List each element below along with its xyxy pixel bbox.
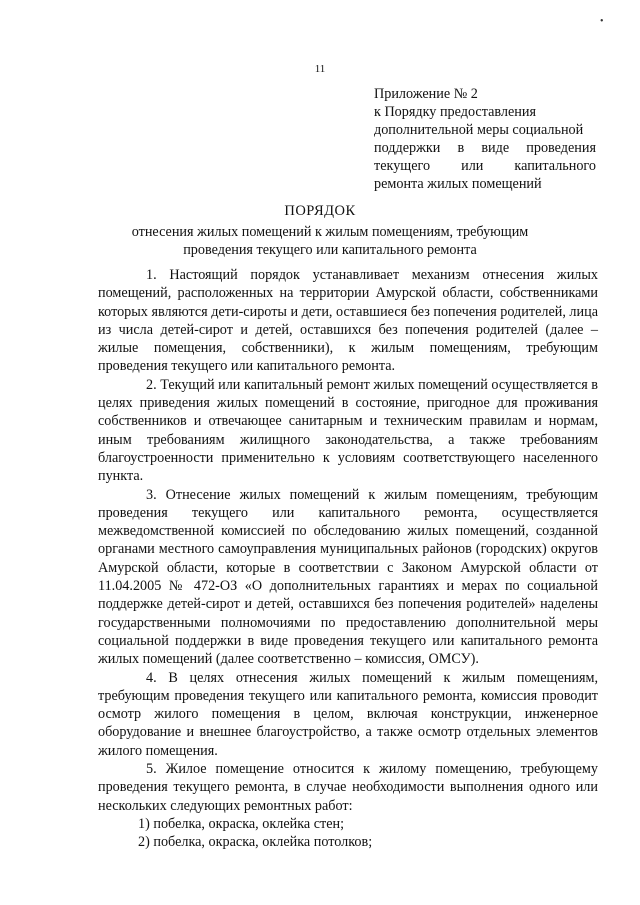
document-body <box>98 266 598 852</box>
document-subtitle <box>120 223 540 259</box>
paragraph: 2. Текущий или капитальный ремонт жилых помещений осуществляется в целях приведения жилых помещений в состояние, пригодное для проживания собственников и отвечающее санитарным и техническим правилам и нормам, иным требованиям жилищного законодательства, а также требованиям благоустроенности применительно к условиям соответствующего населенного пункта. <box>98 376 598 485</box>
paragraph: 3. Отнесение жилых помещений к жилым помещениям, требующим проведения текущего или капитального ремонта, осуществляется межведомственной комиссией по обследованию жилых помещений, созданной органами местного самоуправления муниципальных районов (городских) округов Амурской области, которые в соответствии с Законом Амурской области от 11.04.2005 № 472-ОЗ «О дополнительных гарантиях и мерах по социальной поддержке детей-сирот и детей, оставшихся без попечения родителей» наделены государственными полномочиями по предоставлению дополнительной меры социальной поддержки в виде проведения текущего или капитального ремонта жилых помещений (далее соответственно – комиссия, ОМСУ). <box>98 486 598 668</box>
paragraph: 5. Жилое помещение относится к жилому помещению, требующему проведения текущего ремонта, в случае необходимости выполнения одного или нескольких следующих ремонтных работ: <box>98 761 598 814</box>
appendix-line: текущего или капитального <box>374 158 596 174</box>
appendix-line: к Порядку предоставления <box>374 104 536 120</box>
appendix-line: поддержки в виде проведения <box>374 140 596 156</box>
list-item: 1) побелка, окраска, оклейка стен; <box>138 815 345 832</box>
appendix-block <box>374 85 596 193</box>
paragraph: 4. В целях отнесения жилых помещений к жилым помещениям, требующим проведения текущего или капитального ремонта, комиссия проводит осмотр жилого помещения в целом, включая конструкции, инженерное оборудование и внешнее благоустройство, а также осмотр отдельных элементов жилого помещения. <box>98 669 598 759</box>
appendix-line: дополнительной меры социальной <box>374 122 584 138</box>
paragraph: 1. Настоящий порядок устанавливает механизм отнесения жилых помещений, расположенных на территории Амурской области, собственниками которых являются дети-сироты и дети, оставшиеся без попечения родителей, лица из числа детей-сирот и детей, оставшихся без попечения родителей (далее – жилые помещения, собственники), к жилым помещениям, требующим проведения текущего или капитального ремонта. <box>98 267 598 375</box>
page-number: 11 <box>314 63 326 75</box>
appendix-line: Приложение № 2 <box>374 86 478 102</box>
appendix-line: ремонта жилых помещений <box>374 176 542 192</box>
document-title: ПОРЯДОК <box>284 203 356 219</box>
list-item: 2) побелка, окраска, оклейка потолков; <box>138 834 373 851</box>
subtitle-line: проведения текущего или капитального ремонта <box>183 242 477 258</box>
corner-mark: • <box>600 16 604 27</box>
subtitle-line: отнесения жилых помещений к жилым помещениям, требующим <box>131 224 529 240</box>
